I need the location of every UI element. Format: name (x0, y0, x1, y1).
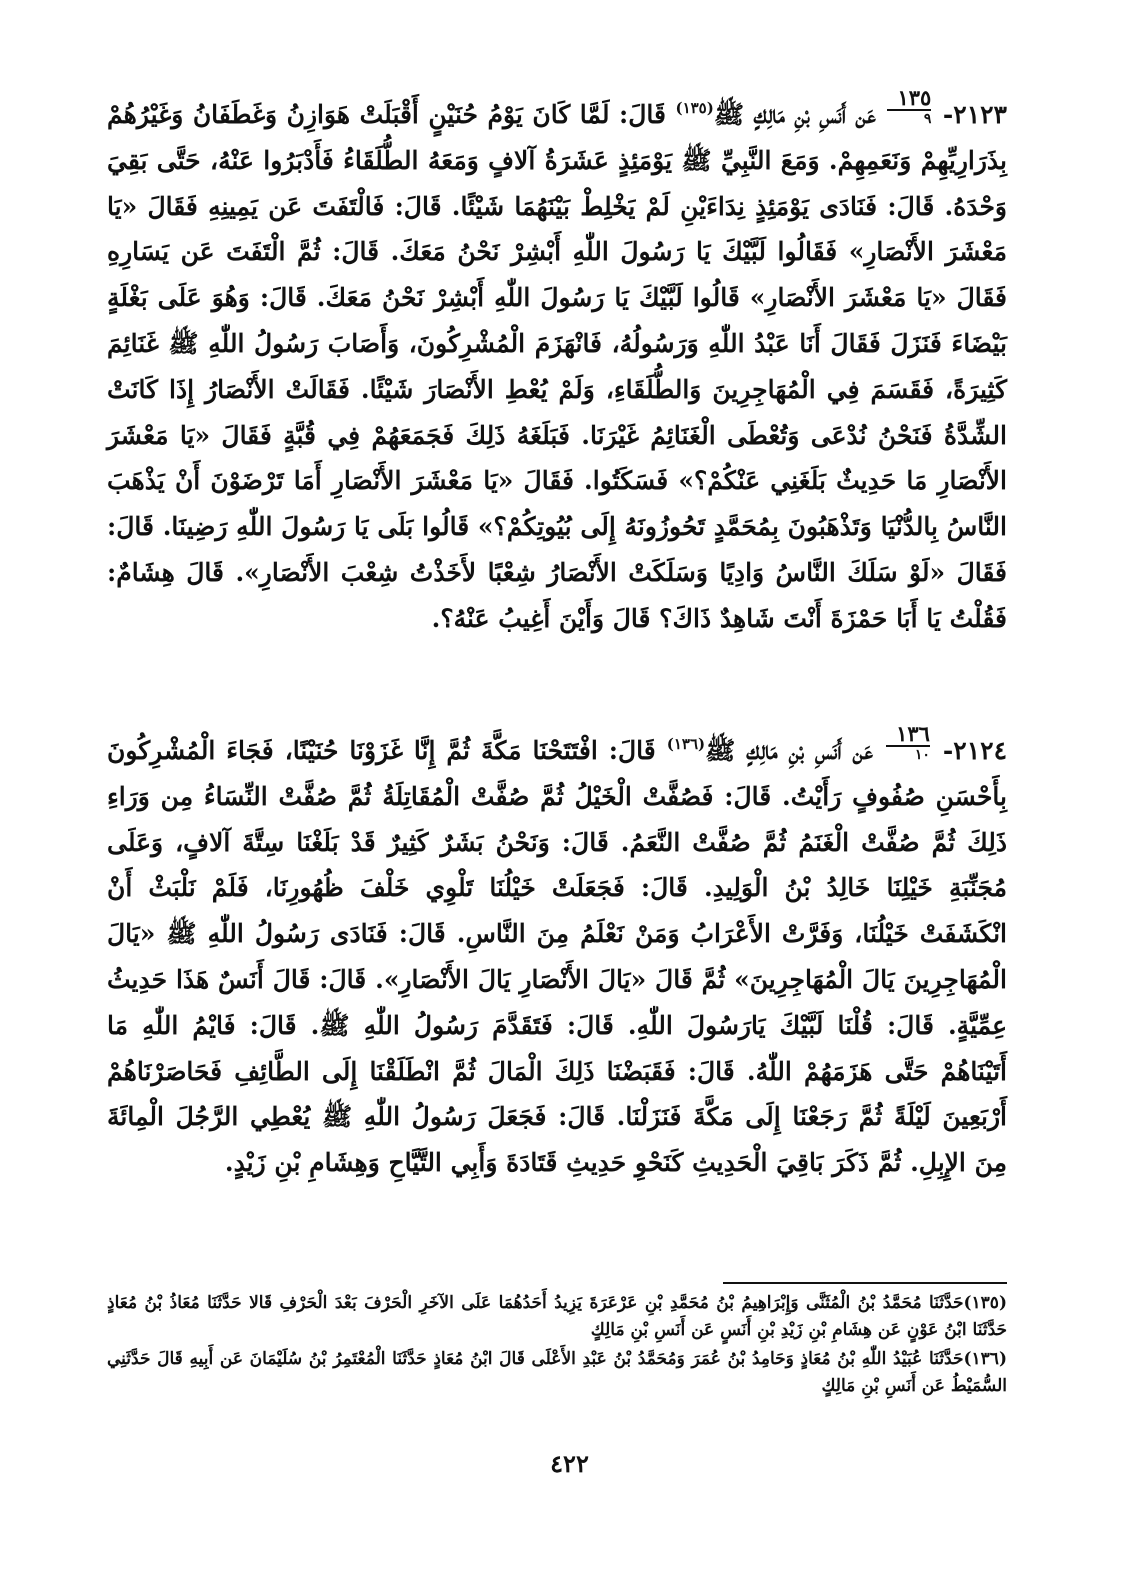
narrator-intro: عَن أَنَسِ بْنِ مَالِكٍ ﷺ (713, 100, 876, 129)
cross-reference-bottom: ٩ (923, 111, 932, 127)
hadith-2123 (107, 86, 1007, 642)
narrator-intro: عَن أَنَسِ بْنِ مَالِكٍ ﷺ (705, 736, 873, 765)
cross-reference-fraction (887, 85, 932, 127)
footnotes (107, 1290, 1007, 1402)
cross-reference-top: ١٣٦ (886, 723, 930, 747)
cross-reference-top: ١٣٥ (887, 87, 931, 111)
hadith-text: قَالَ: لَمَّا كَانَ يَوْمُ حُنَيْنٍ أَقْبَلَتْ هَوَازِنُ وَغَطَفَانُ وَغَيْرُهُمْ بِذَرَارِيِّهِمْ وَنَعَمِهِمْ. وَمَعَ النَّبِيِّ ﷺ يَوْمَئِذٍ عَشَرَةُ آلافٍ وَمَعَهُ الطُّلَقَاءُ فَأَدْبَرُوا عَنْهُ، حَتَّى بَقِيَ وَحْدَهُ. قَالَ: فَنَادَى يَوْمَئِذٍ نِدَاءَيْنِ لَمْ يَخْلِطْ بَيْنَهُمَا شَيْئًا. قَالَ: فَالْتَفَتَ عَن يَمِينِهِ فَقَالَ «يَا مَعْشَرَ الأَنْصَارِ» فَقَالُوا لَبَّيْكَ يَا رَسُولَ اللّٰهِ أَبْشِرْ نَحْنُ مَعَكَ. قَالَ: ثُمَّ الْتَفَتَ عَن يَسَارِهِ فَقَالَ «يَا مَعْشَرَ الأَنْصَارِ» قَالُوا لَبَّيْكَ يَا رَسُولَ اللّٰهِ أَبْشِرْ نَحْنُ مَعَكَ. قَالَ: وَهُوَ عَلَى بَغْلَةٍ بَيْضَاءَ فَنَزَلَ فَقَالَ أَنَا عَبْدُ اللّٰهِ وَرَسُولُهُ، فَانْهَزَمَ الْمُشْرِكُونَ، وَأَصَابَ رَسُولُ اللّٰهِ ﷺ غَنَائِمَ كَثِيرَةً، فَقَسَمَ فِي الْمُهَاجِرِينَ وَالطُّلَقَاءِ، وَلَمْ يُعْطِ الأَنْصَارَ شَيْئًا. فَقَالَتْ الأَنْصَارُ إِذَا كَانَتْ الشِّدَّةُ فَنَحْنُ نُدْعَى وَتُعْطَى الْغَنَائِمُ غَيْرَنَا. فَبَلَغَهُ ذَلِكَ فَجَمَعَهُمْ فِي قُبَّةٍ فَقَالَ «يَا مَعْشَرَ الأَنْصَارِ مَا حَدِيثٌ بَلَغَنِي عَنْكُمْ؟» فَسَكَتُوا. فَقَالَ «يَا مَعْشَرَ الأَنْصَارِ أَمَا تَرْضَوْنَ أَنْ يَذْهَبَ النَّاسُ بِالدُّنْيَا وَتَذْهَبُونَ بِمُحَمَّدٍ تَحُوزُونَهُ إِلَى بُيُوتِكُمْ؟» قَالُوا بَلَى يَا رَسُولَ اللّٰهِ رَضِينَا. قَالَ: فَقَالَ «لَوْ سَلَكَ النَّاسُ وَادِيًا وَسَلَكَتْ الأَنْصَارُ شِعْبًا لأَخَذْتُ شِعْبَ الأَنْصَارِ». قَالَ هِشَامٌ: فَقُلْتُ يَا أَبَا حَمْزَةَ أَنْتَ شَاهِدٌ ذَاكَ؟ قَالَ وَأَيْنَ أَغِيبُ عَنْهُ؟. (107, 100, 1007, 633)
footnote-marker: (١٣٦) (666, 735, 706, 753)
cross-reference-bottom: ١٠ (914, 747, 930, 763)
footnote-136 (107, 1346, 1007, 1400)
footnote-text: حَدَّثَنَا مُحَمَّدُ بْنُ الْمُثَنَّى وَإِبْرَاهِيمُ بْنُ مُحَمَّدِ بْنِ عَرْعَرَةَ يَزِيدُ أَحَدُهُمَا عَلَى الآخَرِ الْحَرْفَ بَعْدَ الْحَرْفِ قَالا حَدَّثَنَا مُعَاذُ بْنُ مُعَاذٍ حَدَّثَنَا ابْنُ عَوْنٍ عَن هِشَامِ بْنِ زَيْدِ بْنِ أَنَسٍ عَن أَنَسِ بْنِ مَالِكٍ (107, 1293, 1007, 1340)
footnote-marker: (١٣٥) (675, 99, 714, 117)
footnote-135 (107, 1290, 1007, 1344)
hadith-2124 (107, 722, 1007, 1186)
hadith-number: ٢١٢٣- (942, 100, 1007, 129)
footnote-number: (١٣٦) (963, 1349, 1007, 1369)
hadith-text: قَالَ: افْتَتَحْنَا مَكَّةَ ثُمَّ إِنَّا غَزَوْنَا حُنَيْنًا، فَجَاءَ الْمُشْرِكُونَ بِأَحْسَنِ صُفُوفٍ رَأَيْتُ. قَالَ: فَصُفَّتْ الْخَيْلُ ثُمَّ صُفَّتْ الْمُقَاتِلَةُ ثُمَّ صُفَّتْ النِّسَاءُ مِن وَرَاءِ ذَلِكَ ثُمَّ صُفَّتْ الْغَنَمُ ثُمَّ صُفَّتْ النَّعَمُ. قَالَ: وَنَحْنُ بَشَرٌ كَثِيرٌ قَدْ بَلَغْنَا سِتَّةَ آلافٍ، وَعَلَى مُجَنِّبَةِ خَيْلِنَا خَالِدُ بْنُ الْوَلِيدِ. قَالَ: فَجَعَلَتْ خَيْلُنَا تَلْوِي خَلْفَ ظُهُورِنَا، فَلَمْ نَلْبَثْ أَنْ انْكَشَفَتْ خَيْلُنَا، وَفَرَّتْ الأَعْرَابُ وَمَنْ نَعْلَمُ مِنَ النَّاسِ. قَالَ: فَنَادَى رَسُولُ اللّٰهِ ﷺ «يَالَ الْمُهَاجِرِينَ يَالَ الْمُهَاجِرِينَ» ثُمَّ قَالَ «يَالَ الأَنْصَارِ يَالَ الأَنْصَارِ». قَالَ: قَالَ أَنَسٌ هَذَا حَدِيثُ عِمِّيَّةٍ. قَالَ: قُلْنَا لَبَّيْكَ يَارَسُولَ اللّٰهِ. قَالَ: فَتَقَدَّمَ رَسُولُ اللّٰهِ ﷺ. قَالَ: فَايْمُ اللّٰهِ مَا أَتَيْنَاهُمْ حَتَّى هَزَمَهُمْ اللّٰهُ. قَالَ: فَقَبَضْنَا ذَلِكَ الْمَالَ ثُمَّ انْطَلَقْنَا إِلَى الطَّائِفِ فَحَاصَرْنَاهُمْ أَرْبَعِينَ لَيْلَةً ثُمَّ رَجَعْنَا إِلَى مَكَّةَ فَنَزَلْنَا. قَالَ: فَجَعَلَ رَسُولُ اللّٰهِ ﷺ يُعْطِي الرَّجُلَ الْمِائَةَ مِنَ الإِبِلِ. ثُمَّ ذَكَرَ بَاقِيَ الْحَدِيثِ كَنَحْوِ حَدِيثِ قَتَادَةَ وَأَبِي التَّيَّاحِ وَهِشَامِ بْنِ زَيْدٍ. (107, 736, 1007, 1178)
page-number: ٤٢٢ (550, 1449, 589, 1478)
footnote-text: حَدَّثَنَا عُبَيْدُ اللّٰهِ بْنُ مُعَاذٍ وَحَامِدُ بْنُ عُمَرَ وَمُحَمَّدُ بْنُ عَبْدِ الأَعْلَى قَالَ ابْنُ مُعَاذٍ حَدَّثَنَا الْمُعْتَمِرُ بْنُ سُلَيْمَانَ عَن أَبِيهِ قَالَ حَدَّثَنِي السُّمَيْطُ عَن أَنَسِ بْنِ مَالِكٍ (107, 1349, 1007, 1396)
cross-reference-fraction (886, 721, 930, 763)
footnote-divider (723, 1282, 1007, 1284)
hadith-number: ٢١٢٤- (942, 736, 1007, 765)
footnote-number: (١٣٥) (963, 1293, 1007, 1313)
